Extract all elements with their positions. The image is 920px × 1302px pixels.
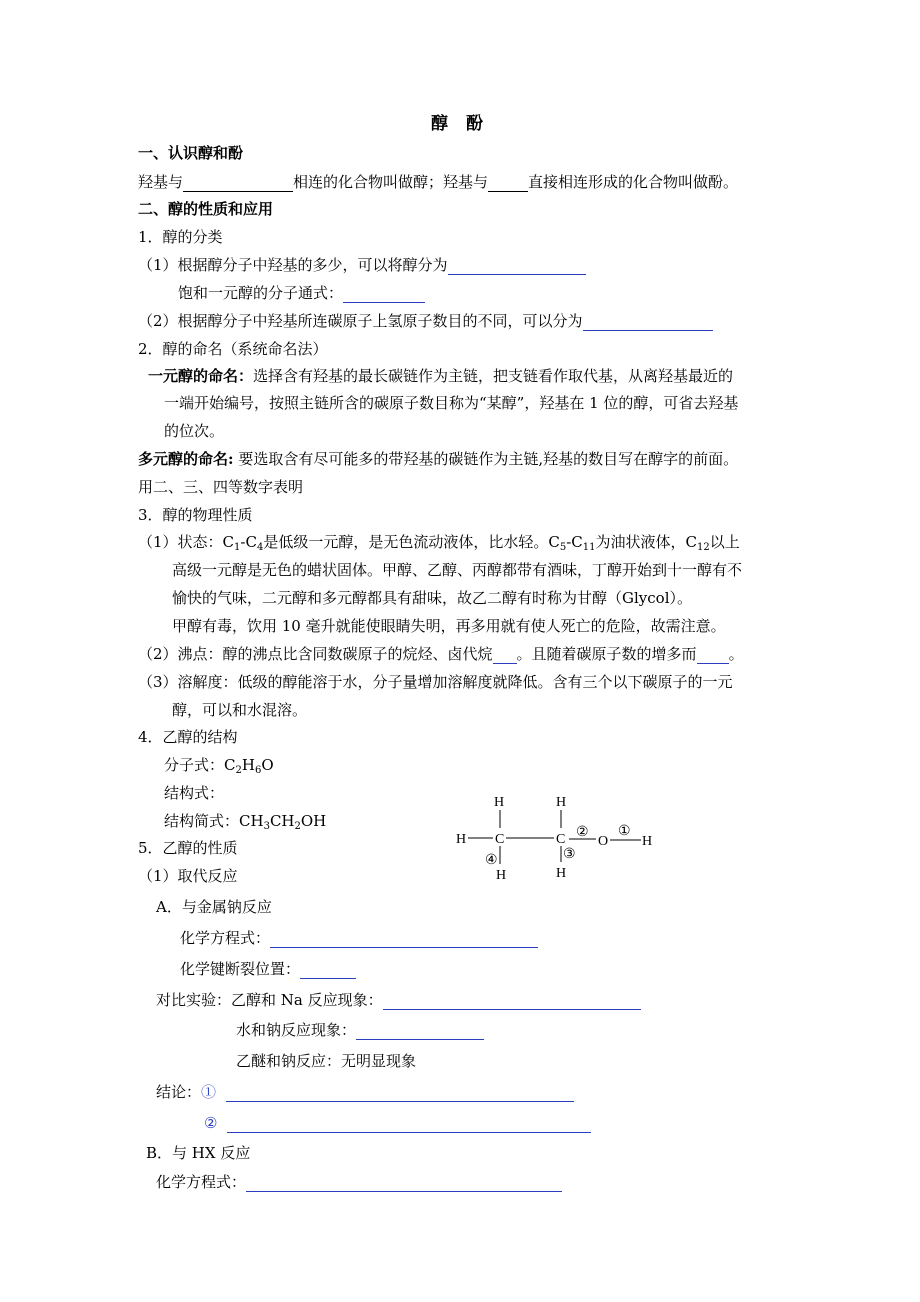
sub-4: 4	[256, 542, 264, 553]
comparison-ether-line: 乙醚和钠反应：无明显现象	[236, 1052, 417, 1070]
ssf-ch: CH	[269, 812, 295, 830]
state-text-b: -C	[240, 533, 257, 551]
general-formula-line	[178, 283, 425, 303]
classification-title: 1．醇的分类	[138, 228, 223, 246]
bond-break-line	[180, 959, 356, 979]
mono-naming-line-2: 一端开始编号，按照主链所含的碳原子数目称为“某醇”，羟基在 1 位的醇，可省去羟基	[164, 394, 739, 412]
state-line-1	[138, 532, 740, 552]
mono-naming-label: 一元醇的命名：	[148, 367, 254, 385]
mf-o: O	[261, 756, 274, 774]
ssf-sub-2: 2	[294, 821, 301, 832]
molecular-formula	[164, 755, 274, 775]
blank-bond-break[interactable]	[300, 962, 356, 979]
general-formula-label: 饱和一元醇的分子通式：	[178, 284, 344, 302]
conclusion-line-1	[156, 1082, 574, 1102]
section-2-heading: 二、醇的性质和应用	[138, 200, 274, 218]
sodium-equation-line	[180, 928, 538, 948]
bond-number-3: ③	[563, 847, 576, 862]
state-text-a: （1）状态：C	[138, 533, 235, 551]
comparison-water-line	[236, 1020, 484, 1040]
state-line-4: 甲醇有毒，饮用 10 毫升就能使眼睛失明，再多用就有使人死亡的危险，故需注意。	[172, 617, 726, 635]
ssf-label: 结构简式：CH	[164, 812, 264, 830]
sub-11: 11	[582, 542, 596, 553]
state-text-e: 为油状液体，C	[595, 533, 697, 551]
conclusion-marker-2: ②	[204, 1114, 218, 1132]
state-text-d: -C	[566, 533, 583, 551]
definition-text-a: 羟基与	[138, 173, 184, 191]
atom-h-right: H	[642, 834, 653, 849]
ssf-sub-3: 3	[263, 821, 270, 832]
blank-alcohol-group[interactable]	[183, 175, 293, 192]
physical-title: 3．醇的物理性质	[138, 506, 253, 524]
conclusion-label: 结论：	[156, 1083, 202, 1101]
conclusion-marker-1: ①	[201, 1083, 217, 1101]
blank-conclusion-1[interactable]	[226, 1085, 574, 1102]
definition-text-c: 直接相连形成的化合物叫做酚。	[528, 173, 739, 191]
solubility-line-1: （3）溶解度：低级的醇能溶于水，分子量增加溶解度就降低。含有三个以下碳原子的一元	[138, 673, 733, 691]
structure-title: 4．乙醇的结构	[138, 728, 238, 746]
sub-1: 1	[234, 542, 241, 553]
poly-naming-line-1	[138, 449, 738, 469]
state-text-f: 以上	[709, 533, 740, 551]
bond-break-label: 化学键断裂位置：	[180, 960, 301, 978]
blank-bp-trend[interactable]	[697, 647, 729, 664]
atom-h-left: H	[456, 832, 467, 847]
sub-5: 5	[559, 542, 567, 553]
blank-ethanol-na[interactable]	[383, 993, 641, 1010]
comparison-water-label: 水和钠反应现象：	[236, 1021, 357, 1039]
comparison-ethanol-line	[156, 990, 641, 1010]
sodium-reaction-title: A．与金属钠反应	[156, 898, 272, 916]
sodium-equation-label: 化学方程式：	[180, 929, 271, 947]
bond-number-1: ①	[618, 824, 631, 839]
bp-text-a: （2）沸点：醇的沸点比含同数碳原子的烷烃、卤代烷	[138, 645, 493, 663]
blank-classify-by-h[interactable]	[583, 314, 713, 331]
section-1-heading: 一、认识醇和酚	[138, 144, 244, 162]
structural-formula-label: 结构式：	[164, 784, 225, 802]
atom-c1: C	[495, 832, 505, 847]
mf-h: H	[241, 756, 255, 774]
classification-item-2	[138, 311, 713, 331]
solubility-line-2: 醇，可以和水混溶。	[172, 701, 308, 719]
atom-h-top-right: H	[556, 795, 567, 810]
mf-sub-2: 2	[235, 765, 242, 776]
mf-label: 分子式：C	[164, 756, 236, 774]
hx-equation-label: 化学方程式：	[156, 1173, 247, 1191]
mf-sub-6: 6	[254, 765, 262, 776]
blank-general-formula[interactable]	[343, 286, 425, 303]
comparison-ethanol-label: 对比实验：乙醇和 Na 反应现象：	[156, 991, 383, 1009]
classification-item-1-text: （1）根据醇分子中羟基的多少，可以将醇分为	[138, 256, 448, 274]
section-1-definition	[138, 172, 738, 192]
atom-c2: C	[556, 832, 566, 847]
hx-reaction-title: B．与 HX 反应	[146, 1144, 251, 1162]
blank-phenol-group[interactable]	[488, 175, 528, 192]
state-line-3: 愉快的气味，二元醇和多元醇都具有甜味，故乙二醇有时称为甘醇（Glycol）。	[172, 589, 692, 607]
poly-naming-line-2: 用二、三、四等数字表明	[138, 478, 304, 496]
properties-title: 5．乙醇的性质	[138, 839, 238, 857]
bp-text-b: 。且随着碳原子数的增多而	[516, 645, 697, 663]
blank-conclusion-2[interactable]	[227, 1116, 591, 1133]
substitution-title: （1）取代反应	[138, 867, 238, 885]
poly-naming-label: 多元醇的命名:	[138, 450, 234, 468]
conclusion-line-2	[204, 1113, 591, 1133]
page-title: 醇 酚	[431, 114, 489, 134]
ssf-oh: OH	[300, 812, 327, 830]
mono-naming-text-1: 选择含有羟基的最长碳链作为主链，把支链看作取代基，从离羟基最近的	[253, 367, 734, 385]
boiling-point-line	[138, 644, 744, 664]
state-text-c: 是低级一元醇，是无色流动液体，比水轻。C	[263, 533, 560, 551]
hx-equation-line	[156, 1172, 562, 1192]
definition-text-b: 相连的化合物叫做醇；羟基与	[293, 173, 489, 191]
bp-text-c: 。	[728, 645, 744, 663]
atom-h-bottom-left: H	[496, 868, 507, 883]
state-line-2: 高级一元醇是无色的蜡状固体。甲醇、乙醇、丙醇都带有酒味，丁醇开始到十一醇有不	[172, 561, 743, 579]
blank-bp-compare[interactable]	[493, 647, 517, 664]
blank-classify-by-oh[interactable]	[448, 258, 586, 275]
sub-12: 12	[696, 542, 710, 553]
atom-o: O	[598, 834, 609, 849]
classification-item-2-text: （2）根据醇分子中羟基所连碳原子上氢原子数目的不同，可以分为	[138, 312, 583, 330]
mono-naming-line-1	[148, 366, 733, 386]
atom-h-bottom-right: H	[556, 866, 567, 881]
blank-sodium-equation[interactable]	[270, 931, 538, 948]
bond-number-2: ②	[576, 825, 589, 840]
poly-naming-text-1: 要选取含有尽可能多的带羟基的碳链作为主链,羟基的数目写在醇字的前面。	[233, 450, 739, 468]
classification-item-1	[138, 255, 586, 275]
blank-hx-equation[interactable]	[246, 1175, 562, 1192]
mono-naming-line-3: 的位次。	[164, 422, 225, 440]
atom-h-top-left: H	[494, 795, 505, 810]
simplified-structural-formula	[164, 811, 326, 831]
bond-number-4: ④	[485, 853, 498, 868]
naming-title: 2．醇的命名（系统命名法）	[138, 340, 328, 358]
blank-water-na[interactable]	[356, 1023, 484, 1040]
ethanol-structure-diagram	[448, 790, 668, 890]
